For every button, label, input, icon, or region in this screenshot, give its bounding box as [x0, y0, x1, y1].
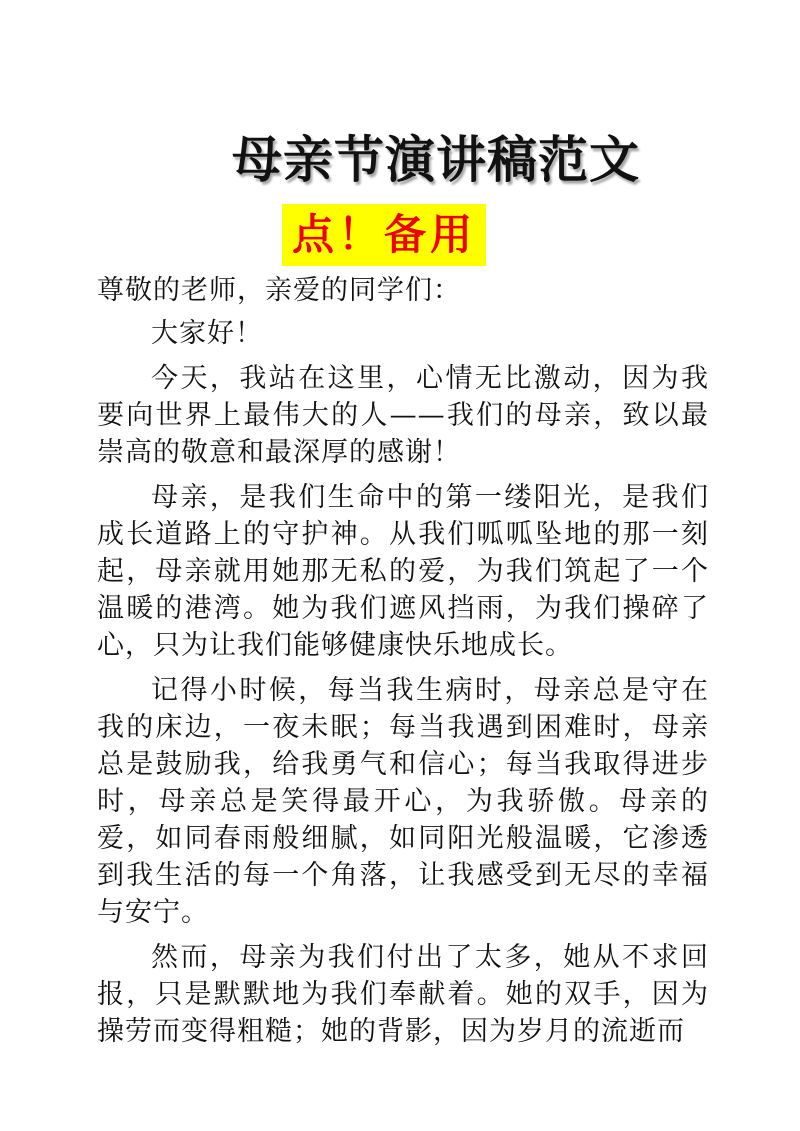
paragraph: 母亲，是我们生命中的第一缕阳光，是我们成长道路上的守护神。从我们呱呱坠地的那一刻起，母亲就用她那无私的爱，为我们筑起了一个温暖的港湾。她为我们遮风挡雨，为我们操碎了心，只为让我们能够健康快乐地成长。 — [97, 482, 709, 661]
paragraph: 然而，母亲为我们付出了太多，她从不求回报，只是默默地为我们奉献着。她的双手，因为操劳而变得粗糙；她的背影，因为岁月的流逝而 — [97, 942, 709, 1047]
paragraph-greeting: 大家好！ — [151, 318, 263, 349]
document-body — [97, 272, 709, 1058]
document-title: 母亲节演讲稿范文 — [232, 130, 640, 189]
highlight-banner: 点！备用 — [282, 204, 486, 266]
salutation: 尊敬的老师，亲爱的同学们： — [97, 275, 461, 306]
paragraph: 今天，我站在这里，心情无比激动，因为我要向世界上最伟大的人——我们的母亲，致以最崇高的敬意和最深厚的感谢！ — [97, 363, 709, 468]
paragraph: 记得小时候，每当我生病时，母亲总是守在我的床边，一夜未眠；每当我遇到困难时，母亲总是鼓励我，给我勇气和信心；每当我取得进步时，母亲总是笑得最开心，为我骄傲。母亲的爱，如同春雨般细腻，如同阳光般温暖，它渗透到我生活的每一个角落，让我感受到无尽的幸福与安宁。 — [97, 675, 709, 928]
